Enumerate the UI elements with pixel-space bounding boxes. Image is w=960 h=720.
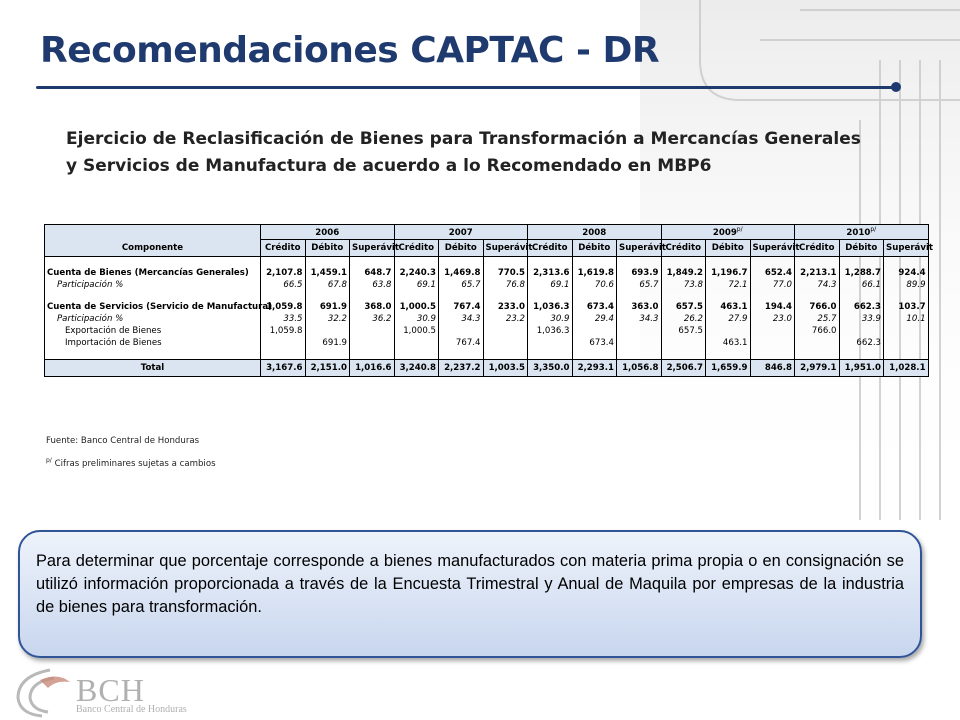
table-cell — [572, 325, 617, 337]
empty-cell — [483, 291, 528, 301]
table-cell: 363.0 — [617, 301, 662, 313]
empty-cell — [795, 291, 840, 301]
reclassification-table — [44, 224, 934, 377]
table-cell: 34.3 — [439, 313, 484, 325]
table-cell — [350, 325, 395, 337]
table-cell: 66.1 — [839, 279, 884, 291]
empty-cell — [706, 291, 751, 301]
table-cell: 65.7 — [617, 279, 662, 291]
table-body — [45, 257, 929, 377]
row-label: Importación de Bienes — [45, 337, 261, 349]
empty-cell — [572, 291, 617, 301]
table-cell: 10.1 — [884, 313, 929, 325]
total-cell: 3,240.8 — [394, 360, 439, 377]
table-cell: 463.1 — [706, 301, 751, 313]
table-cell: 36.2 — [350, 313, 395, 325]
table-cell: 70.6 — [572, 279, 617, 291]
total-cell: 2,237.2 — [439, 360, 484, 377]
page-title: Recomendaciones CAPTAC - DR — [40, 30, 660, 71]
table-row — [45, 313, 929, 325]
empty-cell — [750, 349, 795, 360]
caption-line-2: y Servicios de Manufactura de acuerdo a lo Recomendado en MBP6 — [66, 156, 712, 176]
empty-cell — [750, 291, 795, 301]
table-cell: 73.8 — [661, 279, 706, 291]
table-cell: 194.4 — [750, 301, 795, 313]
table-cell — [750, 325, 795, 337]
table-cell: 23.2 — [483, 313, 528, 325]
table-cell: 74.3 — [795, 279, 840, 291]
empty-cell — [617, 257, 662, 268]
column-header-supervit: Superávit — [483, 240, 528, 257]
empty-cell — [528, 349, 573, 360]
empty-cell — [305, 291, 350, 301]
table-cell — [617, 337, 662, 349]
total-cell: 846.8 — [750, 360, 795, 377]
empty-cell — [884, 349, 929, 360]
empty-cell — [839, 257, 884, 268]
empty-cell — [350, 349, 395, 360]
empty-cell — [45, 257, 261, 268]
table-cell: 1,000.5 — [394, 301, 439, 313]
table-cell — [750, 337, 795, 349]
title-underline — [36, 86, 898, 89]
table-cell: 1,000.5 — [394, 325, 439, 337]
callout-text: Para determinar que porcentaje corresponde a bienes manufacturados con materia prima propia o en consignación se utilizó información proporcionada a través de la Encuesta Trimestral y Anual de Maquila por empresas de la industria de bienes para transformación. — [36, 552, 904, 616]
empty-cell — [528, 257, 573, 268]
table-cell: 1,196.7 — [706, 267, 751, 279]
logo-name: BCH — [76, 672, 145, 708]
column-header-crdito: Crédito — [261, 240, 306, 257]
empty-cell — [439, 257, 484, 268]
empty-cell — [305, 257, 350, 268]
caption-line-1: Ejercicio de Reclasificación de Bienes para Transformación a Mercancías Generales — [66, 129, 861, 149]
empty-cell — [572, 349, 617, 360]
table-cell: 767.4 — [439, 301, 484, 313]
table-cell — [439, 325, 484, 337]
total-cell: 1,016.6 — [350, 360, 395, 377]
column-header-dbito: Débito — [305, 240, 350, 257]
table-cell: 26.2 — [661, 313, 706, 325]
table-row — [45, 267, 929, 279]
column-header-supervit: Superávit — [350, 240, 395, 257]
column-header-dbito: Débito — [839, 240, 884, 257]
empty-cell — [394, 257, 439, 268]
column-header-crdito: Crédito — [528, 240, 573, 257]
empty-cell — [350, 291, 395, 301]
table-cell: 924.4 — [884, 267, 929, 279]
table-cell: 1,619.8 — [572, 267, 617, 279]
table-cell: 1,036.3 — [528, 301, 573, 313]
row-label: Participación % — [45, 313, 261, 325]
total-cell: 2,151.0 — [305, 360, 350, 377]
table-cell: 657.5 — [661, 325, 706, 337]
logo-subtitle: Banco Central de Honduras — [76, 704, 187, 715]
empty-cell — [350, 257, 395, 268]
total-cell: 2,506.7 — [661, 360, 706, 377]
empty-cell — [439, 349, 484, 360]
table-cell: 66.5 — [261, 279, 306, 291]
year-header: 2006 — [261, 225, 395, 240]
table-cell: 29.4 — [572, 313, 617, 325]
table-cell: 1,059.8 — [261, 325, 306, 337]
methodology-callout — [18, 530, 922, 658]
empty-cell — [305, 349, 350, 360]
table-cell: 76.8 — [483, 279, 528, 291]
table-cell — [394, 337, 439, 349]
table-row — [45, 279, 929, 291]
total-cell: 3,350.0 — [528, 360, 573, 377]
total-cell: 3,167.6 — [261, 360, 306, 377]
empty-cell — [661, 349, 706, 360]
total-cell: 1,951.0 — [839, 360, 884, 377]
table-cell: 69.1 — [394, 279, 439, 291]
total-cell: 1,056.8 — [617, 360, 662, 377]
empty-cell — [394, 349, 439, 360]
column-header-crdito: Crédito — [795, 240, 840, 257]
table-cell: 673.4 — [572, 337, 617, 349]
table-cell: 693.9 — [617, 267, 662, 279]
table-cell: 652.4 — [750, 267, 795, 279]
table-cell: 1,288.7 — [839, 267, 884, 279]
column-header-dbito: Débito — [706, 240, 751, 257]
table-cell — [884, 325, 929, 337]
table-cell: 1,469.8 — [439, 267, 484, 279]
empty-cell — [45, 291, 261, 301]
table-cell: 662.3 — [839, 337, 884, 349]
empty-cell — [706, 349, 751, 360]
column-header-dbito: Débito — [572, 240, 617, 257]
table-cell: 368.0 — [350, 301, 395, 313]
table-cell: 30.9 — [528, 313, 573, 325]
table-cell — [483, 325, 528, 337]
table-caption — [66, 126, 906, 180]
empty-cell — [661, 257, 706, 268]
total-cell: 1,028.1 — [884, 360, 929, 377]
table-cell: 72.1 — [706, 279, 751, 291]
table-cell — [839, 325, 884, 337]
empty-cell — [572, 257, 617, 268]
preliminary-text: Cifras preliminares sujetas a cambios — [54, 458, 216, 469]
empty-cell — [884, 291, 929, 301]
table-cell — [661, 337, 706, 349]
title-underline-dot — [891, 82, 901, 92]
column-header-dbito: Débito — [439, 240, 484, 257]
table-cell: 1,849.2 — [661, 267, 706, 279]
table-cell: 23.0 — [750, 313, 795, 325]
reclassification-table-container — [44, 224, 934, 377]
empty-cell — [795, 349, 840, 360]
empty-cell — [617, 291, 662, 301]
empty-cell — [261, 349, 306, 360]
table-row — [45, 337, 929, 349]
table-cell: 662.3 — [839, 301, 884, 313]
table-cell: 766.0 — [795, 301, 840, 313]
table-cell: 34.3 — [617, 313, 662, 325]
empty-cell — [884, 257, 929, 268]
blank-header-cell — [45, 225, 261, 240]
table-cell — [795, 337, 840, 349]
table-cell: 767.4 — [439, 337, 484, 349]
row-label: Cuenta de Bienes (Mercancías Generales) — [45, 267, 261, 279]
table-cell: 2,107.8 — [261, 267, 306, 279]
table-cell: 2,213.1 — [795, 267, 840, 279]
empty-cell — [795, 257, 840, 268]
empty-cell — [706, 257, 751, 268]
table-cell: 32.2 — [305, 313, 350, 325]
table-cell: 33.9 — [839, 313, 884, 325]
empty-cell — [394, 291, 439, 301]
empty-cell — [750, 257, 795, 268]
empty-cell — [617, 349, 662, 360]
year-header-row — [45, 225, 929, 240]
row-label: Participación % — [45, 279, 261, 291]
table-cell — [528, 337, 573, 349]
spacer-row — [45, 291, 929, 301]
table-cell: 766.0 — [795, 325, 840, 337]
table-cell: 25.7 — [795, 313, 840, 325]
table-row — [45, 301, 929, 313]
preliminary-note — [46, 457, 216, 469]
table-cell — [350, 337, 395, 349]
total-cell: 2,979.1 — [795, 360, 840, 377]
table-cell: 67.8 — [305, 279, 350, 291]
table-row — [45, 325, 929, 337]
table-cell: 770.5 — [483, 267, 528, 279]
empty-cell — [261, 257, 306, 268]
table-cell: 69.1 — [528, 279, 573, 291]
empty-cell — [483, 257, 528, 268]
table-cell — [305, 325, 350, 337]
year-header: 2008 — [528, 225, 662, 240]
column-header-row — [45, 240, 929, 257]
table-cell: 2,313.6 — [528, 267, 573, 279]
total-label: Total — [45, 360, 261, 377]
component-header: Componente — [45, 240, 261, 257]
column-header-crdito: Crédito — [394, 240, 439, 257]
table-cell: 65.7 — [439, 279, 484, 291]
total-cell: 2,293.1 — [572, 360, 617, 377]
empty-cell — [45, 349, 261, 360]
table-cell: 657.5 — [661, 301, 706, 313]
table-cell: 673.4 — [572, 301, 617, 313]
table-cell: 463.1 — [706, 337, 751, 349]
year-header: 2007 — [394, 225, 528, 240]
table-cell: 77.0 — [750, 279, 795, 291]
table-cell: 691.9 — [305, 337, 350, 349]
column-header-supervit: Superávit — [750, 240, 795, 257]
table-cell: 691.9 — [305, 301, 350, 313]
table-cell: 63.8 — [350, 279, 395, 291]
table-cell — [261, 337, 306, 349]
table-cell: 2,240.3 — [394, 267, 439, 279]
table-cell: 27.9 — [706, 313, 751, 325]
table-cell: 1,059.8 — [261, 301, 306, 313]
column-header-supervit: Superávit — [617, 240, 662, 257]
column-header-supervit: Superávit — [884, 240, 929, 257]
row-label: Exportación de Bienes — [45, 325, 261, 337]
empty-cell — [439, 291, 484, 301]
table-cell — [706, 325, 751, 337]
empty-cell — [839, 291, 884, 301]
total-cell: 1,659.9 — [706, 360, 751, 377]
table-cell — [884, 337, 929, 349]
year-header: $2009^{p/}$ — [661, 225, 795, 240]
table-cell — [483, 337, 528, 349]
year-header: $2010^{p/}$ — [795, 225, 929, 240]
empty-cell — [661, 291, 706, 301]
source-note: Fuente: Banco Central de Honduras — [46, 436, 200, 446]
total-row — [45, 360, 929, 377]
spacer-row — [45, 349, 929, 360]
total-cell: 1,003.5 — [483, 360, 528, 377]
table-cell: 89.9 — [884, 279, 929, 291]
table-cell: 33.5 — [261, 313, 306, 325]
spacer-row — [45, 257, 929, 268]
empty-cell — [261, 291, 306, 301]
table-cell — [617, 325, 662, 337]
table-cell: 1,036.3 — [528, 325, 573, 337]
table-cell: 1,459.1 — [305, 267, 350, 279]
table-cell: 648.7 — [350, 267, 395, 279]
column-header-crdito: Crédito — [661, 240, 706, 257]
table-cell: 233.0 — [483, 301, 528, 313]
preliminary-mark: p/ — [46, 457, 52, 464]
empty-cell — [483, 349, 528, 360]
row-label: Cuenta de Servicios (Servicio de Manufactura) — [45, 301, 261, 313]
empty-cell — [839, 349, 884, 360]
table-cell: 103.7 — [884, 301, 929, 313]
table-cell: 30.9 — [394, 313, 439, 325]
empty-cell — [528, 291, 573, 301]
